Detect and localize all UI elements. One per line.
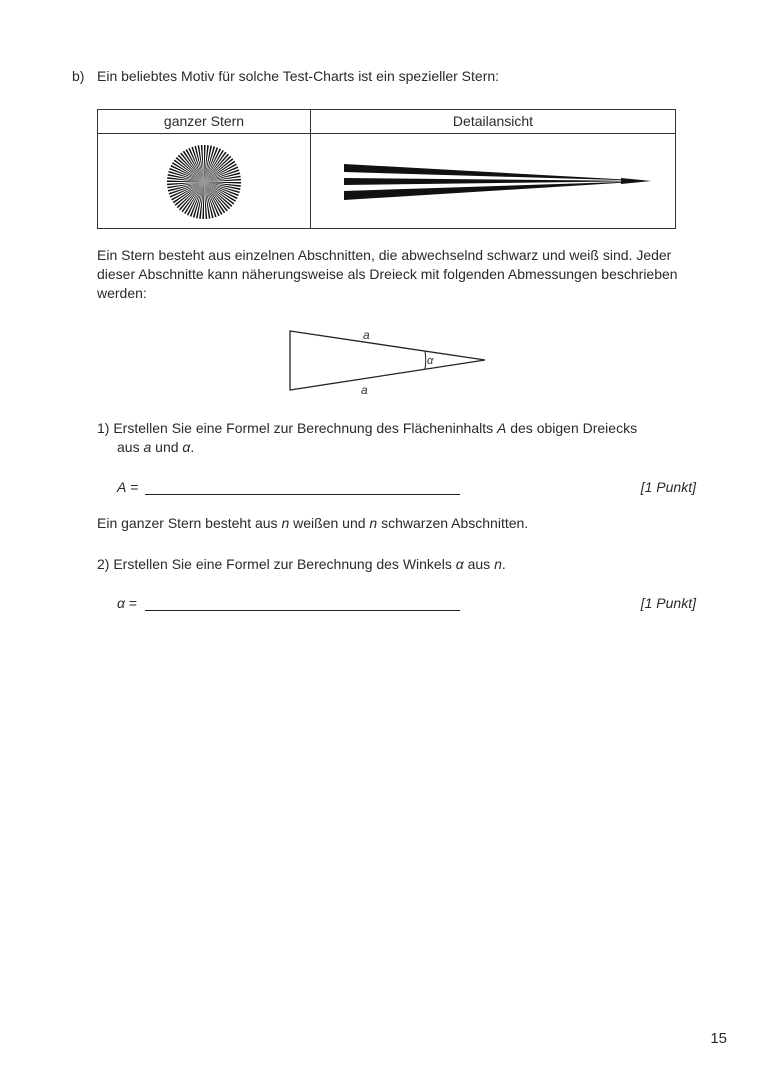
triangle-diagram: [285, 325, 495, 403]
task-1-text-e: .: [190, 439, 195, 455]
star-info-text: [97, 515, 528, 531]
header-ganzer-stern: ganzer Stern: [98, 110, 311, 134]
triangle-bottom-label: a: [361, 383, 368, 397]
task-2-text-b: aus: [463, 556, 495, 572]
points-1: [1 Punkt]: [640, 479, 696, 495]
star-table: [97, 109, 676, 229]
triangle-top-label: a: [363, 328, 370, 342]
answer-formula-2: [117, 595, 137, 611]
star-info-c: schwarzen Abschnitten.: [377, 515, 529, 531]
siemens-star-image: [98, 134, 310, 229]
formula-1-var: A: [117, 479, 127, 495]
task-1-text: Erstellen Sie eine Formel zur Berechnung des Flächeninhalts: [113, 420, 497, 436]
task-2-var-alpha: α: [455, 556, 464, 572]
star-info-n1: n: [281, 515, 290, 531]
task-1-number: 1): [97, 420, 110, 436]
task-1-text-b: des obigen Dreiecks: [506, 420, 638, 436]
task-2-var-n: n: [494, 556, 502, 572]
task-2-text-c: .: [501, 556, 506, 572]
points-2: [1 Punkt]: [640, 595, 696, 611]
formula-1-eq: =: [126, 479, 139, 495]
task-2-number: 2): [97, 556, 110, 572]
star-info-a: Ein ganzer Stern besteht aus: [97, 515, 282, 531]
task-label-b: b): [72, 68, 85, 84]
answer-line-2[interactable]: [145, 610, 460, 611]
star-info-b: weißen und: [289, 515, 370, 531]
answer-formula-1: [117, 479, 138, 495]
description-line-3: werden:: [97, 285, 147, 301]
description-line-2: dieser Abschnitte kann näherungsweise als Dreieck mit folgenden Abmessungen beschrieben: [97, 266, 678, 282]
task-1: [97, 419, 657, 457]
task-2-text: Erstellen Sie eine Formel zur Berechnung des Winkels: [113, 556, 456, 572]
description-paragraph: [97, 246, 697, 303]
answer-line-1[interactable]: [145, 494, 460, 495]
triangle-angle-label: α: [427, 355, 434, 367]
star-detail-image: [311, 134, 675, 229]
star-info-n2: n: [369, 515, 378, 531]
header-detailansicht: Detailansicht: [311, 110, 675, 134]
intro-text: Ein beliebtes Motiv für solche Test-Charts ist ein spezieller Stern:: [97, 68, 500, 84]
task-2: [97, 556, 506, 572]
task-1-var-a-upper: A: [497, 420, 507, 436]
detail-view-cell: [311, 134, 675, 228]
description-line-1: Ein Stern besteht aus einzelnen Abschnitten, die abwechselnd schwarz und weiß sind. Jeder: [97, 247, 672, 263]
page-number: 15: [710, 1030, 727, 1047]
task-1-text-c: aus: [117, 439, 144, 455]
formula-2-eq: =: [124, 595, 138, 611]
task-1-var-alpha: α: [182, 439, 191, 455]
whole-star-cell: [98, 134, 311, 228]
task-1-text-d: und: [151, 439, 183, 455]
task-1-var-a: a: [143, 439, 152, 455]
formula-2-var: α: [117, 595, 125, 611]
